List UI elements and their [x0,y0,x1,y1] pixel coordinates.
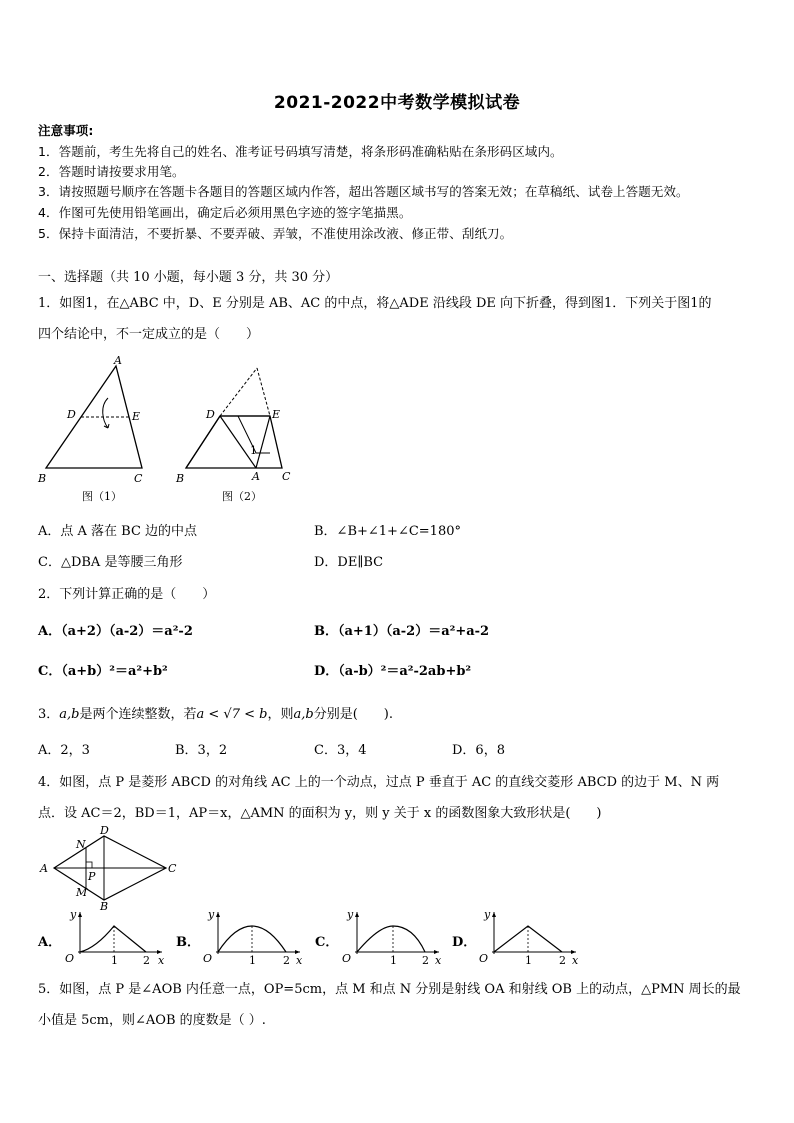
fig1-label-a: A [114,354,122,367]
q4-stem-line2: 点．设 AC＝2，BD＝1，AP＝x，△AMN 的面积为 y，则 y 关于 x 的函数图象大致形状是( ) [38,806,602,821]
rhombus-label-a: A [40,862,48,875]
graph-a-x-label: x [158,954,165,967]
q1-stem-line2: 四个结论中，不一定成立的是（ ） [38,327,260,342]
notice-heading: 注意事项: [38,123,94,138]
graph-d-tick-1: 1 [525,954,532,967]
rhombus-label-d: D [100,824,109,837]
q4-graph-a[interactable] [62,906,172,966]
graph-b-origin: O [203,952,213,965]
graph-d-tick-2: 2 [559,954,566,967]
q4-option-c[interactable]: C． [315,935,339,950]
q4-option-d[interactable]: D． [452,935,477,950]
fig2-label-b: B [176,472,185,485]
q4-option-a[interactable]: A． [38,935,62,950]
notice-item-3: 3．请按照题号顺序在答题卡各题目的答题区域内作答，超出答题区域书写的答案无效；在草稿纸、试卷上答题无效。 [38,184,689,199]
graph-d-x-label: x [572,954,579,967]
rhombus-label-c: C [168,862,177,875]
graph-b-x-label: x [296,954,303,967]
q2-option-b[interactable]: B．（a+1）（a-2）＝a²+a-2 [314,624,490,639]
graph-a-origin: O [65,952,75,965]
graph-c-y-label: y [347,908,354,921]
q4-graph-b[interactable] [200,906,310,966]
graph-c-tick-2: 2 [422,954,429,967]
q3-option-d[interactable]: D．6，8 [452,743,505,758]
q3-variables-2: a,b [293,707,314,722]
page-title: 2021-2022中考数学模拟试卷 [273,93,521,113]
q2-stem: 2．下列计算正确的是（ ） [38,587,216,602]
graph-d-origin: O [479,952,489,965]
rhombus-label-m: M [76,886,88,899]
fig1-label-b: B [38,472,47,485]
rhombus-label-n: N [76,838,86,851]
q3-inequality: a < √7 < b [196,707,268,722]
graph-a-tick-1: 1 [111,954,118,967]
fig2-label-c: C [282,470,291,483]
q1-option-d[interactable]: D．DE∥BC [314,555,384,570]
q2-option-a[interactable]: A．（a+2）（a-2）＝a²-2 [38,624,193,639]
rhombus-label-p: P [88,870,96,883]
fig1-caption: 图（1） [82,490,122,503]
q5-stem-line2: 小值是 5cm，则∠AOB 的度数是（ ）. [38,1013,266,1028]
q3-option-b[interactable]: B．3，2 [175,743,228,758]
q1-option-c[interactable]: C．△DBA 是等腰三角形 [38,555,183,570]
fig2-label-angle-1: 1 [250,444,257,457]
fig1-label-c: C [134,472,143,485]
q3-text-1: 是两个连续整数，若 [79,707,197,722]
q4-graph-c[interactable] [339,906,449,966]
rhombus-label-b: B [100,900,109,913]
q4-option-b[interactable]: B． [176,935,200,950]
q2-option-c[interactable]: C．（a+b）²＝a²+b² [38,664,168,679]
graph-b-tick-1: 1 [249,954,256,967]
fig2-caption: 图（2） [222,490,262,503]
q1-figure-1 [34,350,164,510]
q4-stem-line1: 4．如图，点 P 是菱形 ABCD 的对角线 AC 上的一个动点，过点 P 垂直于 AC 的直线交菱形 ABCD 的边于 M、N 两 [38,775,720,790]
q3-option-a[interactable]: A．2，3 [38,743,90,758]
graph-c-tick-1: 1 [390,954,397,967]
fig2-label-a: A [252,470,260,483]
q3-text-2: ，则 [267,707,294,722]
fig1-label-d: D [67,408,76,421]
q1-stem-line1: 1．如图1，在△ABC 中，D、E 分别是 AB、AC 的中点，将△ADE 沿线段 DE 向下折叠，得到图1．下列关于图1的 [38,296,712,311]
graph-c-origin: O [342,952,352,965]
q1-option-a[interactable]: A．点 A 落在 BC 边的中点 [38,524,198,539]
q4-graph-d[interactable] [476,906,586,966]
q3-option-c[interactable]: C．3，4 [314,743,367,758]
q1-option-b[interactable]: B．∠B+∠1+∠C=180° [314,524,461,539]
q4-rhombus-figure [36,824,186,913]
notice-item-2: 2．答题时请按要求用笔。 [38,164,185,179]
fig2-label-e: E [272,408,281,421]
q3-variables: a,b [59,707,80,722]
fig2-label-d: D [206,408,215,421]
q3-stem [38,703,393,722]
q1-figure-2 [172,350,302,510]
section-heading: 一、选择题（共 10 小题，每小题 3 分，共 30 分） [38,270,339,285]
graph-a-tick-2: 2 [143,954,150,967]
graph-b-y-label: y [208,908,215,921]
graph-b-tick-2: 2 [283,954,290,967]
notice-item-4: 4．作图可先使用铅笔画出，确定后必须用黑色字迹的签字笔描黑。 [38,205,412,220]
q2-option-d[interactable]: D．（a-b）²＝a²-2ab+b² [314,664,472,679]
fig1-label-e: E [132,410,141,423]
graph-a-y-label: y [70,908,77,921]
notice-item-1: 1．答题前，考生先将自己的姓名、准考证号码填写清楚，将条形码准确粘贴在条形码区域内。 [38,144,563,159]
q3-number: 3． [38,707,60,722]
graph-d-y-label: y [484,908,491,921]
notice-item-5: 5．保持卡面清洁，不要折暴、不要弄破、弄皱，不准使用涂改液、修正带、刮纸刀。 [38,226,513,241]
q5-stem-line1: 5．如图，点 P 是∠AOB 内任意一点，OP=5cm，点 M 和点 N 分别是射线 OA 和射线 OB 上的动点，△PMN 周长的最 [38,982,741,997]
q3-text-3: 分别是( ). [313,707,393,722]
graph-c-x-label: x [435,954,442,967]
